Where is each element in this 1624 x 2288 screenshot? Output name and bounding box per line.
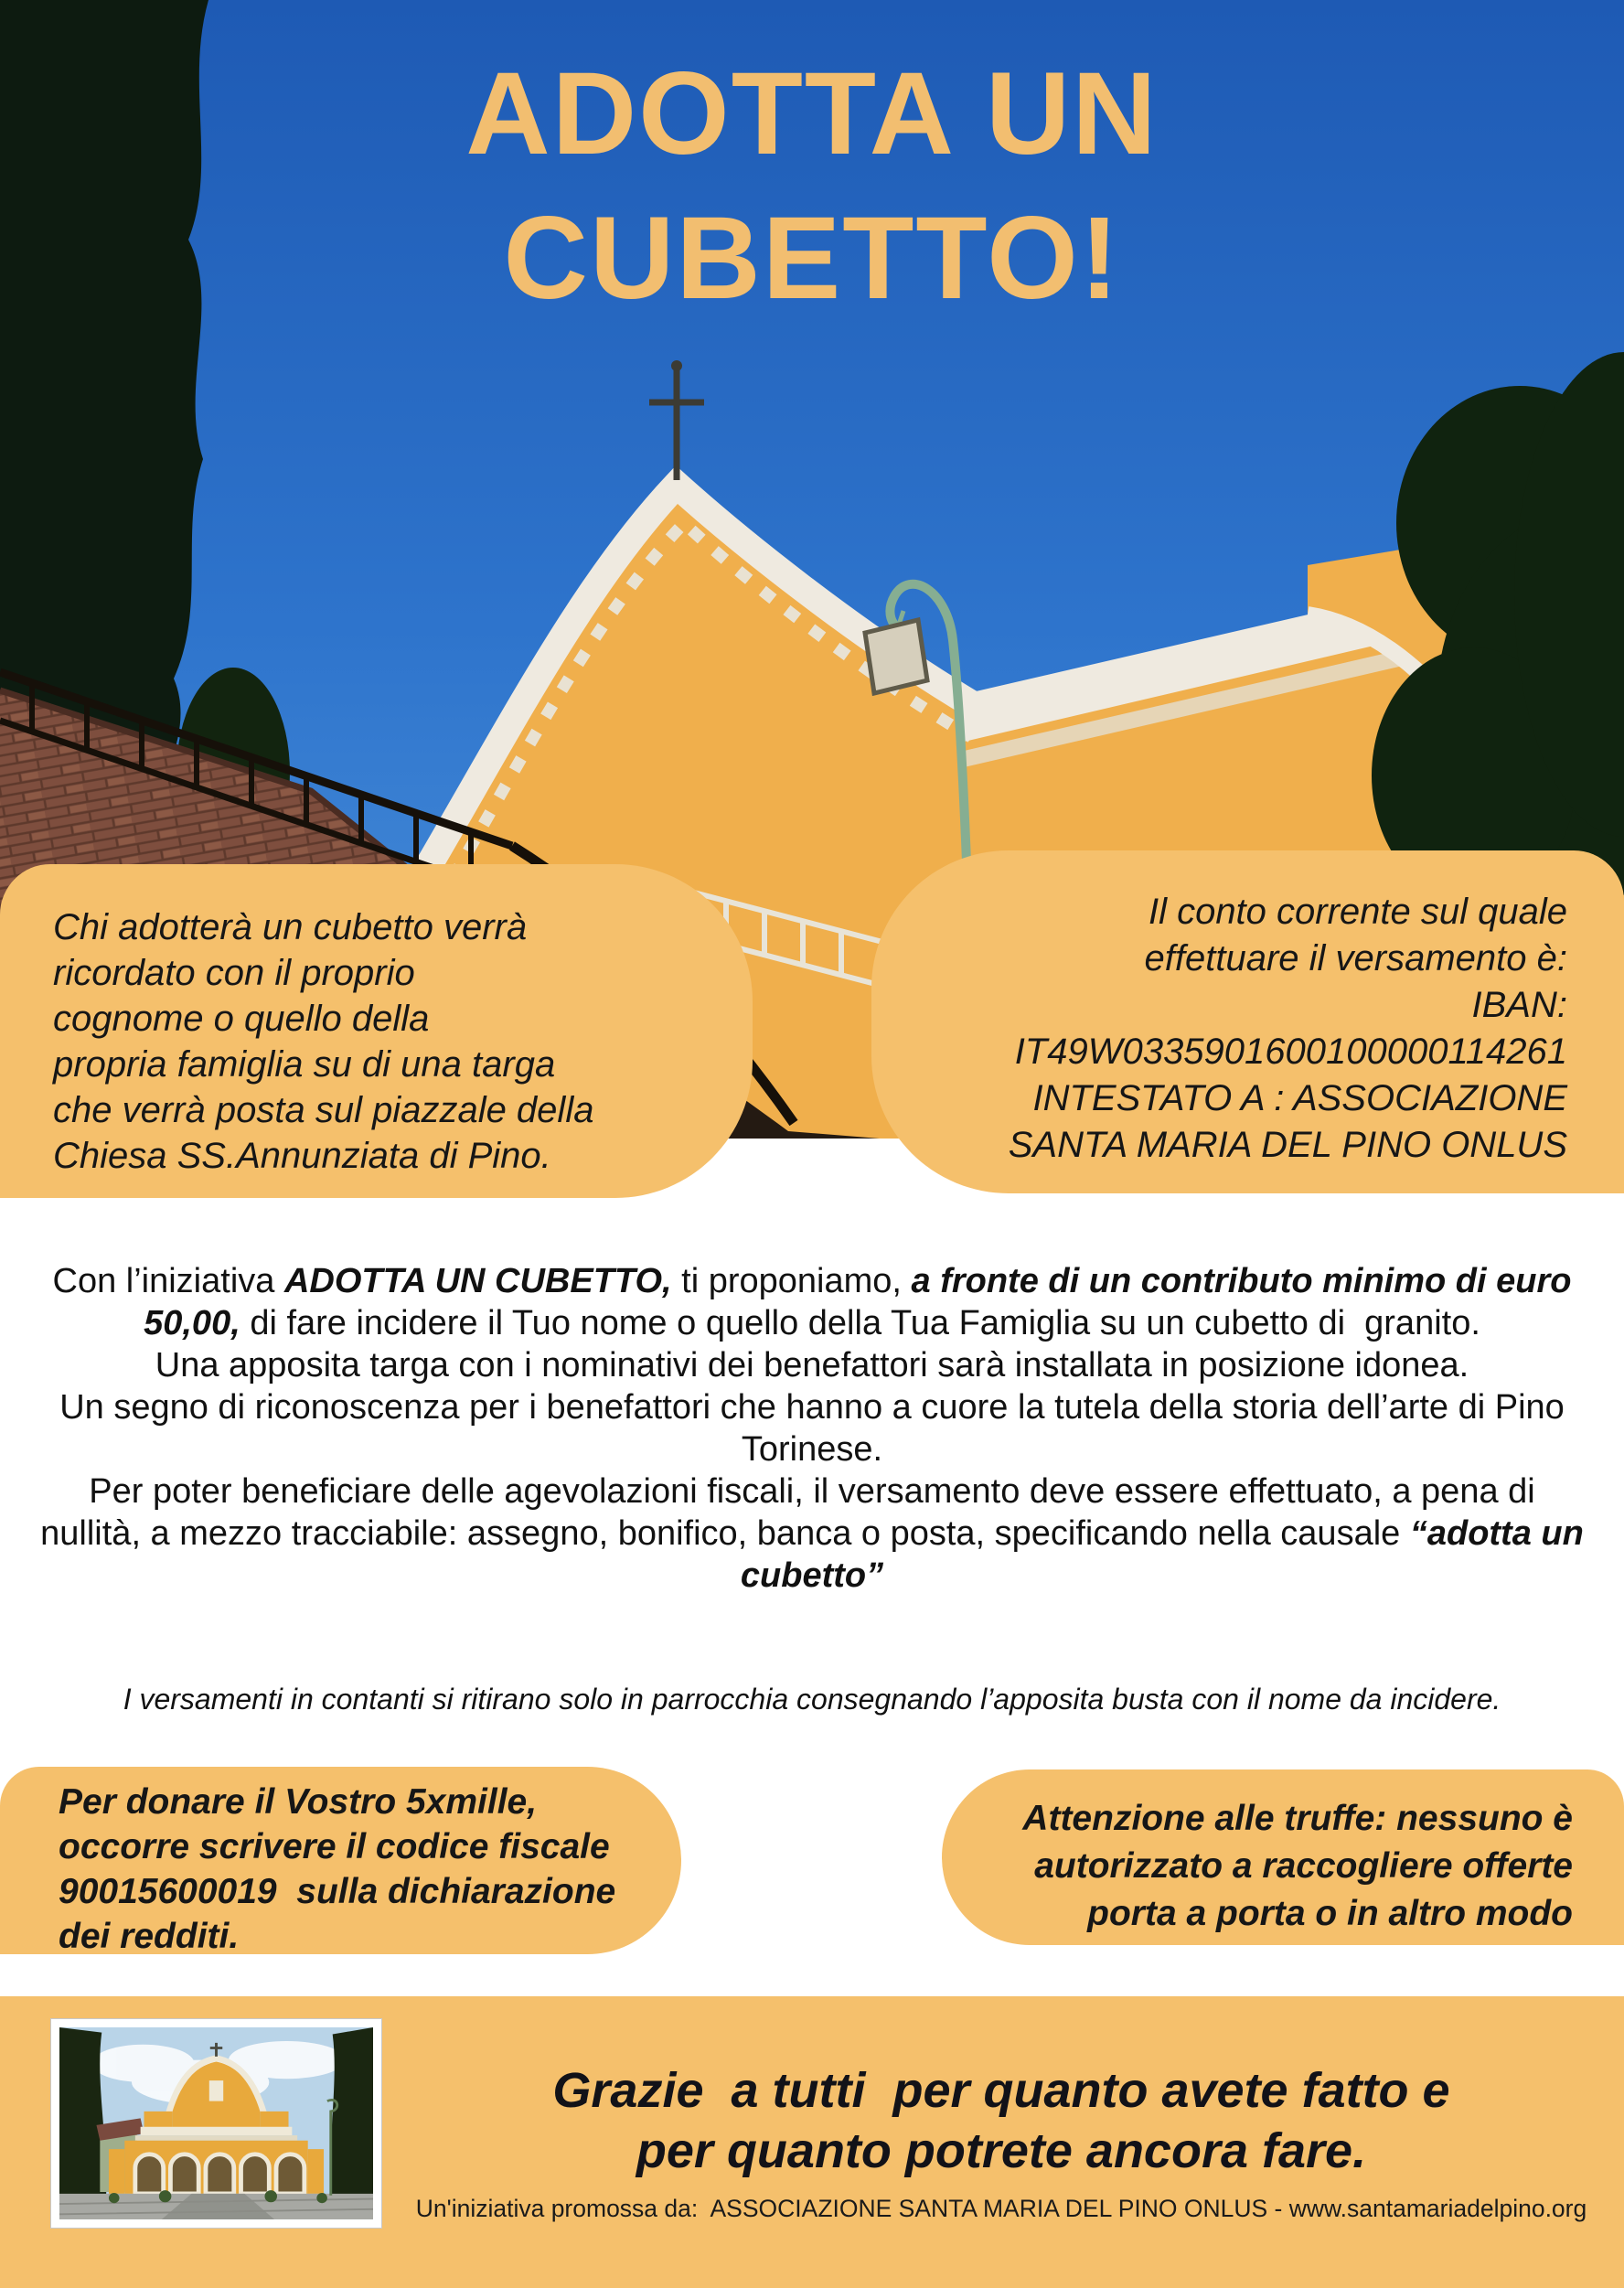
- cash-payments-note: I versamenti in contanti si ritirano solo in parrocchia consegnando l’apposita busta con il nome da incidere.: [123, 1683, 1501, 1716]
- info-bubble-targa: [0, 864, 753, 1198]
- info-bubble-iban: [871, 850, 1624, 1193]
- bubble-line: che verrà posta sul piazzale della: [53, 1090, 594, 1130]
- promoter-line: Un'iniziativa promossa da: ASSOCIAZIONE SANTA MARIA DEL PINO ONLUS - www.santamariadelpino.org: [415, 2195, 1587, 2222]
- body-paragraph-3: Un segno di riconoscenza per i benefattori che hanno a cuore la tutela della storia dell’arte di Pino Torinese.: [59, 1388, 1565, 1469]
- info-bubble-truffe: [942, 1769, 1624, 1945]
- fiscal-code-line: 90015600019 sulla dichiarazione: [59, 1872, 616, 1911]
- body-copy: [35, 1260, 1594, 1597]
- thanks-line-1: Grazie a tutti per quanto avete fatto e: [552, 2063, 1450, 2118]
- thumb-left-tree: [59, 2027, 106, 2212]
- bubble-line: Il conto corrente sul quale: [1148, 892, 1567, 932]
- body-text-bold: a fronte di un contributo minimo di euro 50,00,: [144, 1262, 1582, 1342]
- body-text: Per poter beneficiare delle agevolazioni fiscali, il versamento deve essere effettuato, a pena di nullità, a mezzo tracciabile: assegno, bonifico, banca o posta, specificando nella causale: [40, 1472, 1545, 1553]
- body-text-bold: ADOTTA UN CUBETTO,: [283, 1262, 672, 1300]
- bubble-line: cognome o quello della: [53, 999, 430, 1039]
- footer-band: [0, 1996, 1624, 2288]
- title-line-1: ADOTTA UN: [465, 48, 1159, 179]
- body-text: di fare incidere il Tuo nome o quello della Tua Famiglia su un cubetto di granito.: [240, 1304, 1480, 1342]
- thumb-right-tree: [331, 2027, 373, 2212]
- bubble-line: Per donare il Vostro 5xmille,: [59, 1782, 538, 1822]
- bubble-line: ricordato con il proprio: [53, 953, 415, 993]
- bubble-line: effettuare il versamento è:: [1144, 938, 1567, 978]
- thanks-headline: [393, 2060, 1609, 2181]
- info-bubble-5xmille: [0, 1767, 681, 1954]
- body-text: Con l’iniziativa: [52, 1262, 284, 1300]
- bubble-line: INTESTATO A : ASSOCIAZIONE: [1032, 1078, 1567, 1118]
- body-paragraph-2: Una apposita targa con i nominativi dei benefattori sarà installata in posizione idonea.: [155, 1346, 1469, 1385]
- body-paragraph-1: [35, 1260, 1589, 1344]
- body-paragraph-4: [35, 1470, 1594, 1597]
- bubble-line: autorizzato a raccogliere offerte: [1034, 1846, 1573, 1886]
- body-text-bold: “adotta un cubetto”: [740, 1514, 1594, 1595]
- lantern: [865, 620, 927, 693]
- bubble-line: dei redditi.: [59, 1917, 240, 1956]
- bubble-line: propria famiglia su di una targa: [53, 1044, 556, 1085]
- iban-number: IT49W0335901600100000114261: [1014, 1032, 1567, 1072]
- body-text: ti proponiamo,: [671, 1262, 912, 1300]
- bubble-line: occorre scrivere il codice fiscale: [59, 1827, 610, 1866]
- bubble-line: SANTA MARIA DEL PINO ONLUS: [1008, 1125, 1567, 1165]
- bubble-line: Chiesa SS.Annunziata di Pino.: [53, 1136, 551, 1176]
- title-line-2: CUBETTO!: [503, 193, 1121, 324]
- bubble-line: porta a porta o in altro modo: [1087, 1894, 1573, 1933]
- church-thumbnail-frame: [50, 2018, 382, 2229]
- page-title: [0, 42, 1624, 331]
- church-front-photo: [59, 2027, 373, 2219]
- bubble-line: Attenzione alle truffe: nessuno è: [1022, 1799, 1573, 1838]
- bubble-line: Chi adotterà un cubetto verrà: [53, 907, 528, 947]
- thanks-line-2: per quanto potrete ancora fare.: [636, 2123, 1367, 2178]
- bubble-line: IBAN:: [1471, 985, 1567, 1025]
